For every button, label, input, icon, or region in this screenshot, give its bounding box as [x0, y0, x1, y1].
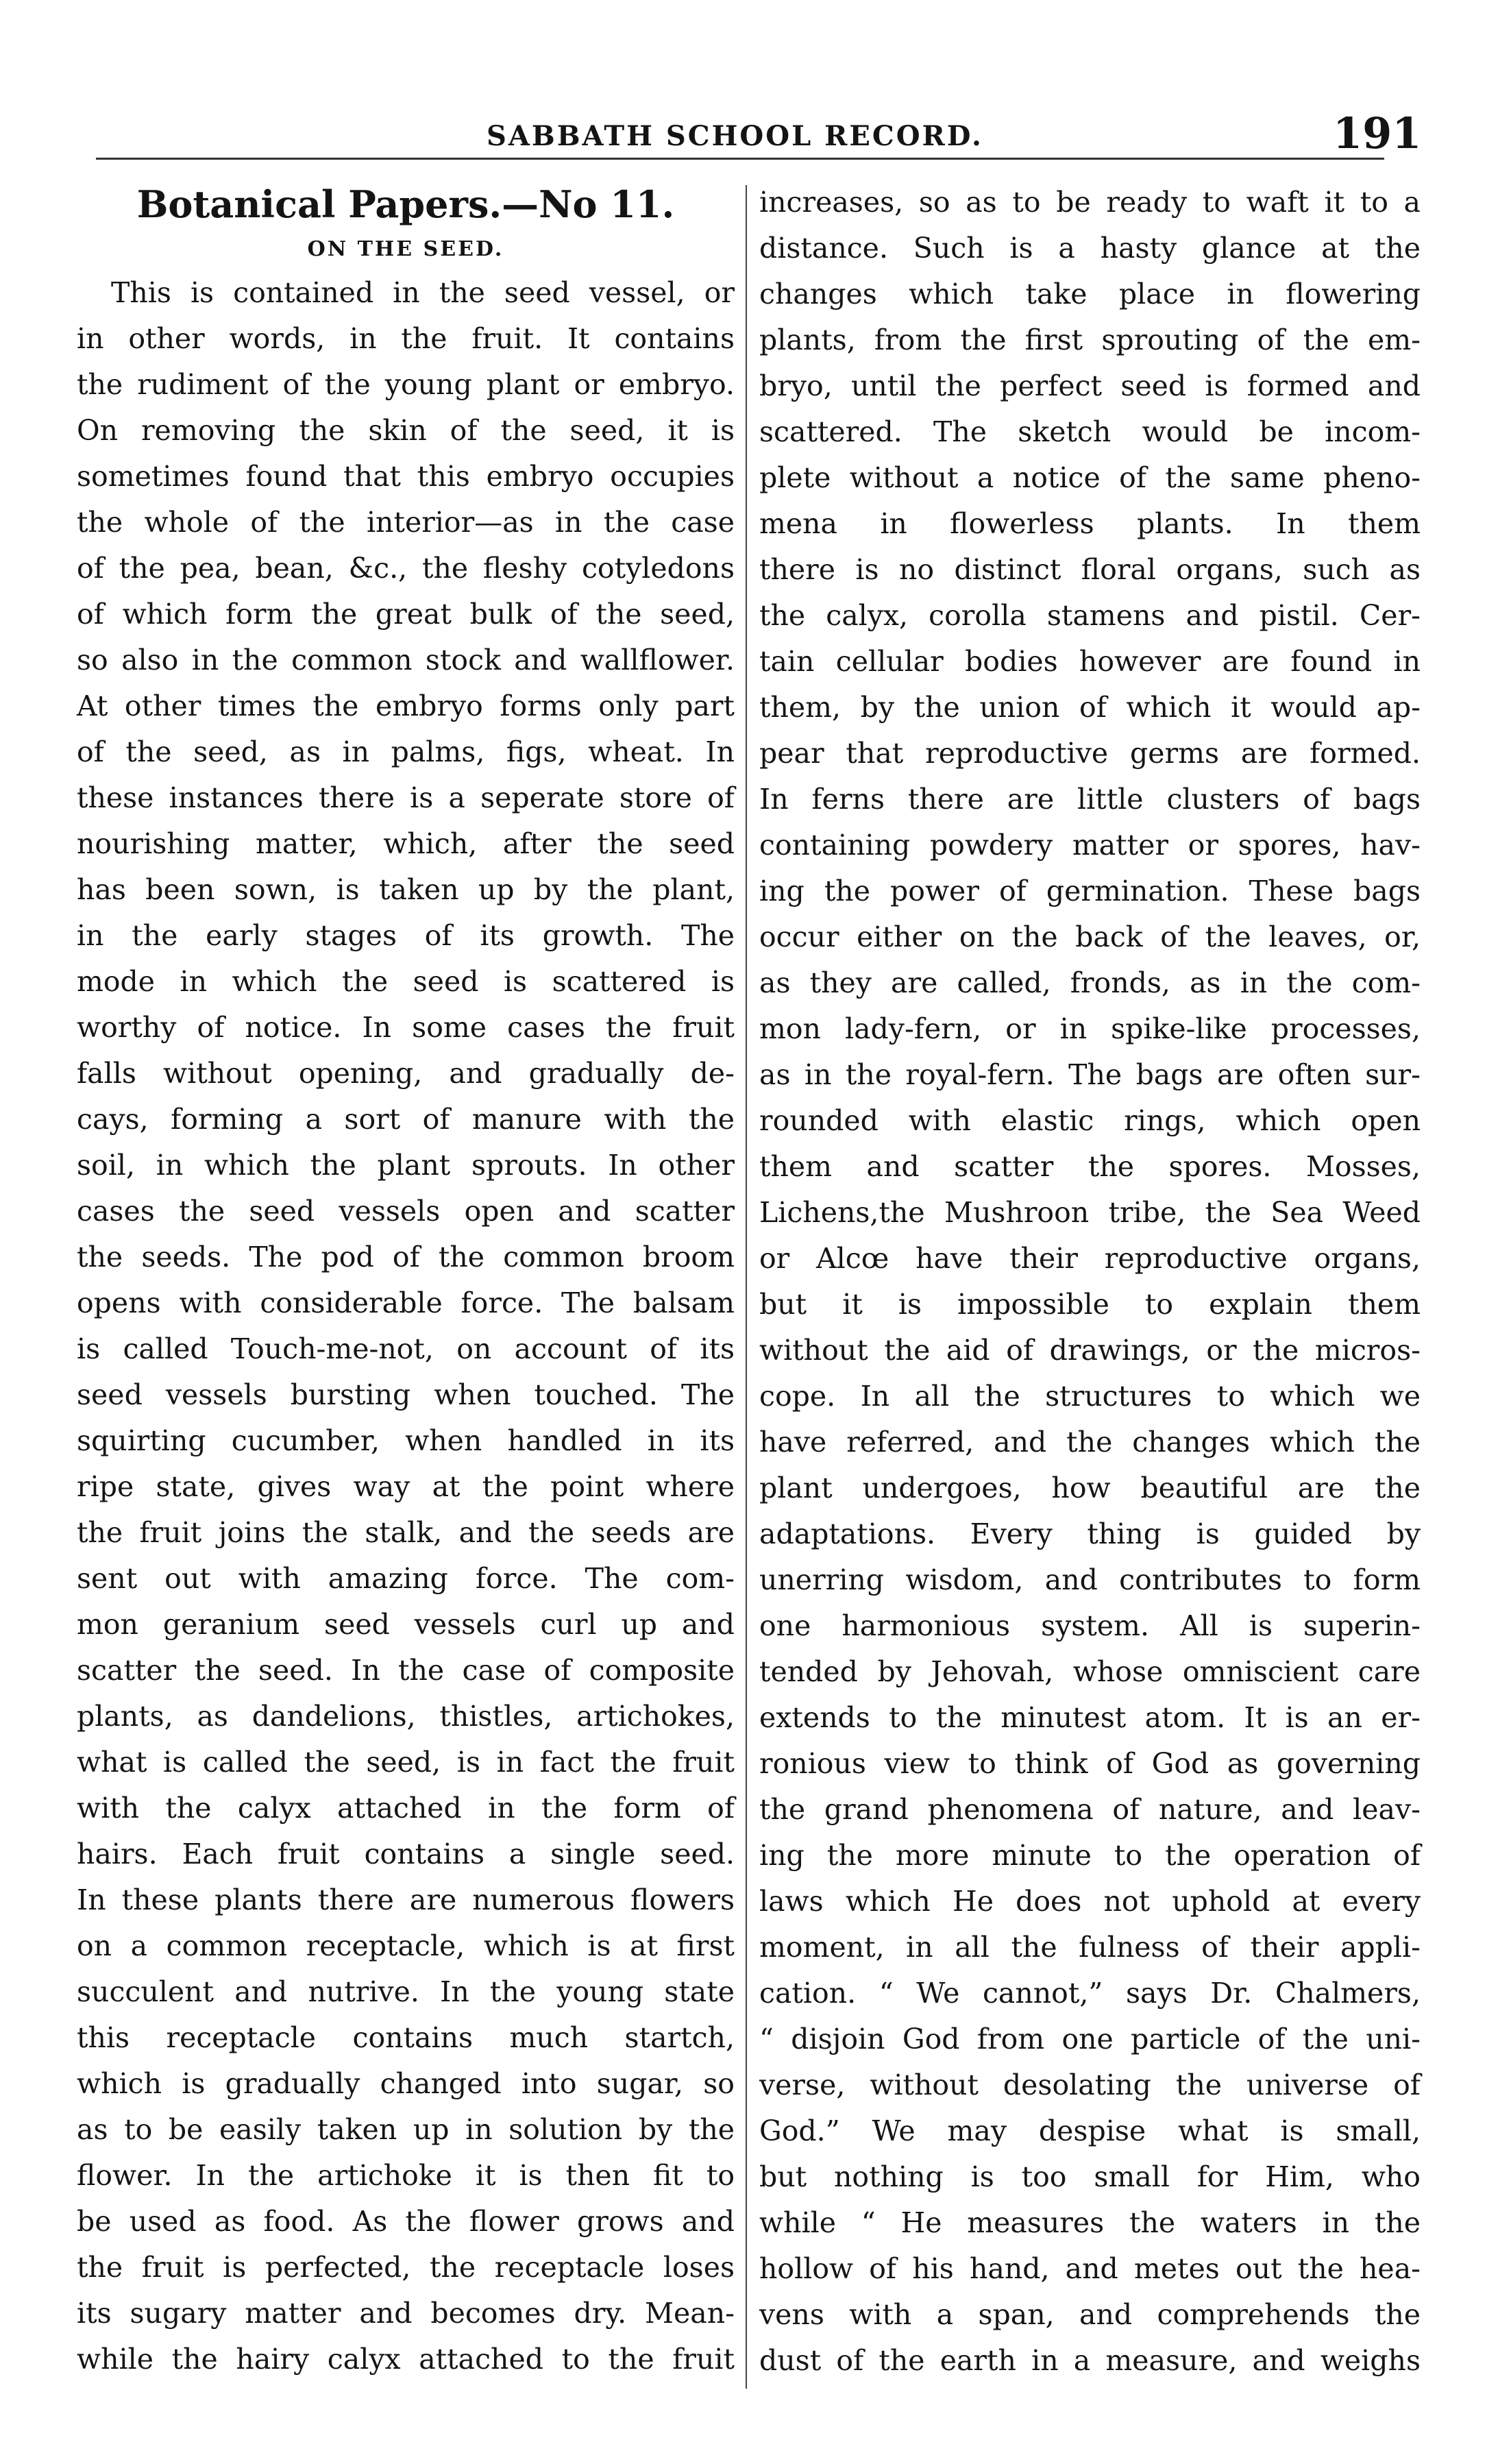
- page-number: 191: [1333, 108, 1422, 158]
- text-line: ing the power of germination. These bags: [759, 875, 1421, 907]
- text-line: pear that reproductive germs are formed.: [759, 737, 1421, 770]
- text-line: on a common receptacle, which is at first: [77, 1929, 735, 1962]
- text-line: plants, as dandelions, thistles, artichokes,: [77, 1700, 735, 1733]
- text-line: has been sown, is taken up by the plant,: [77, 873, 735, 906]
- text-line: vens with a span, and comprehends the: [759, 2298, 1421, 2331]
- text-line: ronious view to think of God as governing: [759, 1747, 1421, 1780]
- text-line: sometimes found that this embryo occupies: [77, 460, 735, 493]
- text-line: moment, in all the fulness of their appli-: [759, 1931, 1421, 1964]
- text-line: In these plants there are numerous flowers: [77, 1883, 735, 1916]
- text-line: mode in which the seed is scattered is: [77, 965, 735, 998]
- text-line: in other words, in the fruit. It contains: [77, 322, 735, 355]
- text-line: is called Touch-me-not, on account of its: [77, 1332, 735, 1365]
- text-line: or Alcœ have their reproductive organs,: [759, 1242, 1421, 1275]
- text-line: falls without opening, and gradually de-: [77, 1057, 735, 1090]
- text-line: tain cellular bodies however are found in: [759, 645, 1421, 678]
- text-line: plete without a notice of the same pheno-: [759, 461, 1421, 494]
- text-line: the fruit is perfected, the receptacle loses: [77, 2251, 735, 2284]
- text-line: this receptacle contains much startch,: [77, 2021, 735, 2054]
- text-line: the calyx, corolla stamens and pistil. Cer-: [759, 599, 1421, 632]
- text-line: adaptations. Every thing is guided by: [759, 1517, 1421, 1550]
- text-line: containing powdery matter or spores, hav-: [759, 829, 1421, 862]
- text-line: have referred, and the changes which the: [759, 1426, 1421, 1459]
- text-line: as to be easily taken up in solution by the: [77, 2113, 735, 2146]
- right-column-text: [759, 180, 1421, 2384]
- text-line: opens with considerable force. The balsam: [77, 1286, 735, 1319]
- text-line: of the pea, bean, &c., the fleshy cotyledons: [77, 552, 735, 585]
- text-line: changes which take place in flowering: [759, 278, 1421, 310]
- text-line: without the aid of drawings, or the micros-: [759, 1334, 1421, 1367]
- text-line: there is no distinct floral organs, such as: [759, 553, 1421, 586]
- text-line: succulent and nutrive. In the young state: [77, 1975, 735, 2008]
- text-line: while “ He measures the waters in the: [759, 2206, 1421, 2239]
- text-line: Lichens,the Mushroon tribe, the Sea Weed: [759, 1196, 1421, 1229]
- text-line: verse, without desolating the universe of: [759, 2069, 1421, 2101]
- text-line: which is gradually changed into sugar, so: [77, 2067, 735, 2100]
- text-line: ing the more minute to the operation of: [759, 1839, 1421, 1872]
- text-line: This is contained in the seed vessel, or: [111, 276, 735, 309]
- text-line: worthy of notice. In some cases the fruit: [77, 1011, 735, 1044]
- text-line: cope. In all the structures to which we: [759, 1380, 1421, 1413]
- text-line: its sugary matter and becomes dry. Mean-: [77, 2297, 735, 2330]
- text-line: but nothing is too small for Him, who: [759, 2160, 1421, 2193]
- text-line: mon geranium seed vessels curl up and: [77, 1608, 735, 1641]
- text-line: unerring wisdom, and contributes to form: [759, 1563, 1421, 1596]
- text-line: mena in flowerless plants. In them: [759, 507, 1421, 540]
- text-line: so also in the common stock and wallflower.: [77, 644, 735, 676]
- article-subtitle: ON THE SEED.: [307, 237, 504, 261]
- text-line: squirting cucumber, when handled in its: [77, 1424, 735, 1457]
- running-head: SABBATH SCHOOL RECORD.: [487, 120, 983, 152]
- text-line: cation. “ We cannot,” says Dr. Chalmers,: [759, 1977, 1421, 2010]
- text-line: in the early stages of its growth. The: [77, 919, 735, 952]
- text-line: of the seed, as in palms, figs, wheat. In: [77, 735, 735, 768]
- text-line: them, by the union of which it would ap-: [759, 691, 1421, 724]
- text-line: with the calyx attached in the form of: [77, 1792, 735, 1825]
- text-line: cays, forming a sort of manure with the: [77, 1103, 735, 1136]
- text-line: rounded with elastic rings, which open: [759, 1104, 1421, 1137]
- text-line: the seeds. The pod of the common broom: [77, 1241, 735, 1273]
- text-line: distance. Such is a hasty glance at the: [759, 232, 1421, 265]
- text-line: tended by Jehovah, whose omniscient care: [759, 1655, 1421, 1688]
- text-line: At other times the embryo forms only part: [77, 690, 735, 722]
- left-column-text: [77, 270, 735, 2382]
- text-line: as in the royal-fern. The bags are often sur-: [759, 1058, 1421, 1091]
- text-line: of which form the great bulk of the seed,: [77, 598, 735, 631]
- text-line: laws which He does not uphold at every: [759, 1885, 1421, 1918]
- text-line: dust of the earth in a measure, and weighs: [759, 2344, 1421, 2377]
- text-line: the fruit joins the stalk, and the seeds are: [77, 1516, 735, 1549]
- text-line: occur either on the back of the leaves, or,: [759, 920, 1421, 953]
- text-line: flower. In the artichoke it is then fit to: [77, 2159, 735, 2192]
- text-line: sent out with amazing force. The com-: [77, 1562, 735, 1595]
- text-line: but it is impossible to explain them: [759, 1288, 1421, 1321]
- text-line: the whole of the interior—as in the case: [77, 506, 735, 539]
- text-line: soil, in which the plant sprouts. In other: [77, 1149, 735, 1182]
- header-rule: [96, 158, 1384, 160]
- text-line: On removing the skin of the seed, it is: [77, 414, 735, 447]
- text-line: plant undergoes, how beautiful are the: [759, 1472, 1421, 1504]
- text-line: while the hairy calyx attached to the fruit: [77, 2343, 735, 2376]
- text-line: be used as food. As the flower grows and: [77, 2205, 735, 2238]
- text-line: extends to the minutest atom. It is an er-: [759, 1701, 1421, 1734]
- left-column: [77, 180, 735, 2382]
- text-line: them and scatter the spores. Mosses,: [759, 1150, 1421, 1183]
- text-line: the grand phenomena of nature, and leav-: [759, 1793, 1421, 1826]
- text-line: these instances there is a seperate store of: [77, 781, 735, 814]
- text-line: hairs. Each fruit contains a single seed.: [77, 1838, 735, 1870]
- column-divider: [746, 185, 747, 2389]
- text-line: what is called the seed, is in fact the fruit: [77, 1746, 735, 1779]
- text-line: ripe state, gives way at the point where: [77, 1470, 735, 1503]
- text-line: In ferns there are little clusters of bags: [759, 783, 1421, 816]
- text-line: plants, from the first sprouting of the em-: [759, 324, 1421, 356]
- text-line: the rudiment of the young plant or embryo.: [77, 368, 735, 401]
- text-line: God.” We may despise what is small,: [759, 2114, 1421, 2147]
- text-line: hollow of his hand, and metes out the hea-: [759, 2252, 1421, 2285]
- text-line: mon lady-fern, or in spike-like processes,: [759, 1012, 1421, 1045]
- text-line: scattered. The sketch would be incom-: [759, 415, 1421, 448]
- text-line: as they are called, fronds, as in the com-: [759, 966, 1421, 999]
- text-line: seed vessels bursting when touched. The: [77, 1378, 735, 1411]
- text-line: “ disjoin God from one particle of the uni-: [759, 2023, 1421, 2056]
- article-title: Botanical Papers.—No 11.: [136, 182, 675, 226]
- text-line: bryo, until the perfect seed is formed and: [759, 369, 1421, 402]
- text-line: increases, so as to be ready to waft it to a: [759, 186, 1421, 219]
- text-line: cases the seed vessels open and scatter: [77, 1195, 735, 1228]
- right-column: [759, 180, 1421, 2384]
- text-line: scatter the seed. In the case of composite: [77, 1654, 735, 1687]
- text-line: nourishing matter, which, after the seed: [77, 827, 735, 860]
- text-line: one harmonious system. All is superin-: [759, 1609, 1421, 1642]
